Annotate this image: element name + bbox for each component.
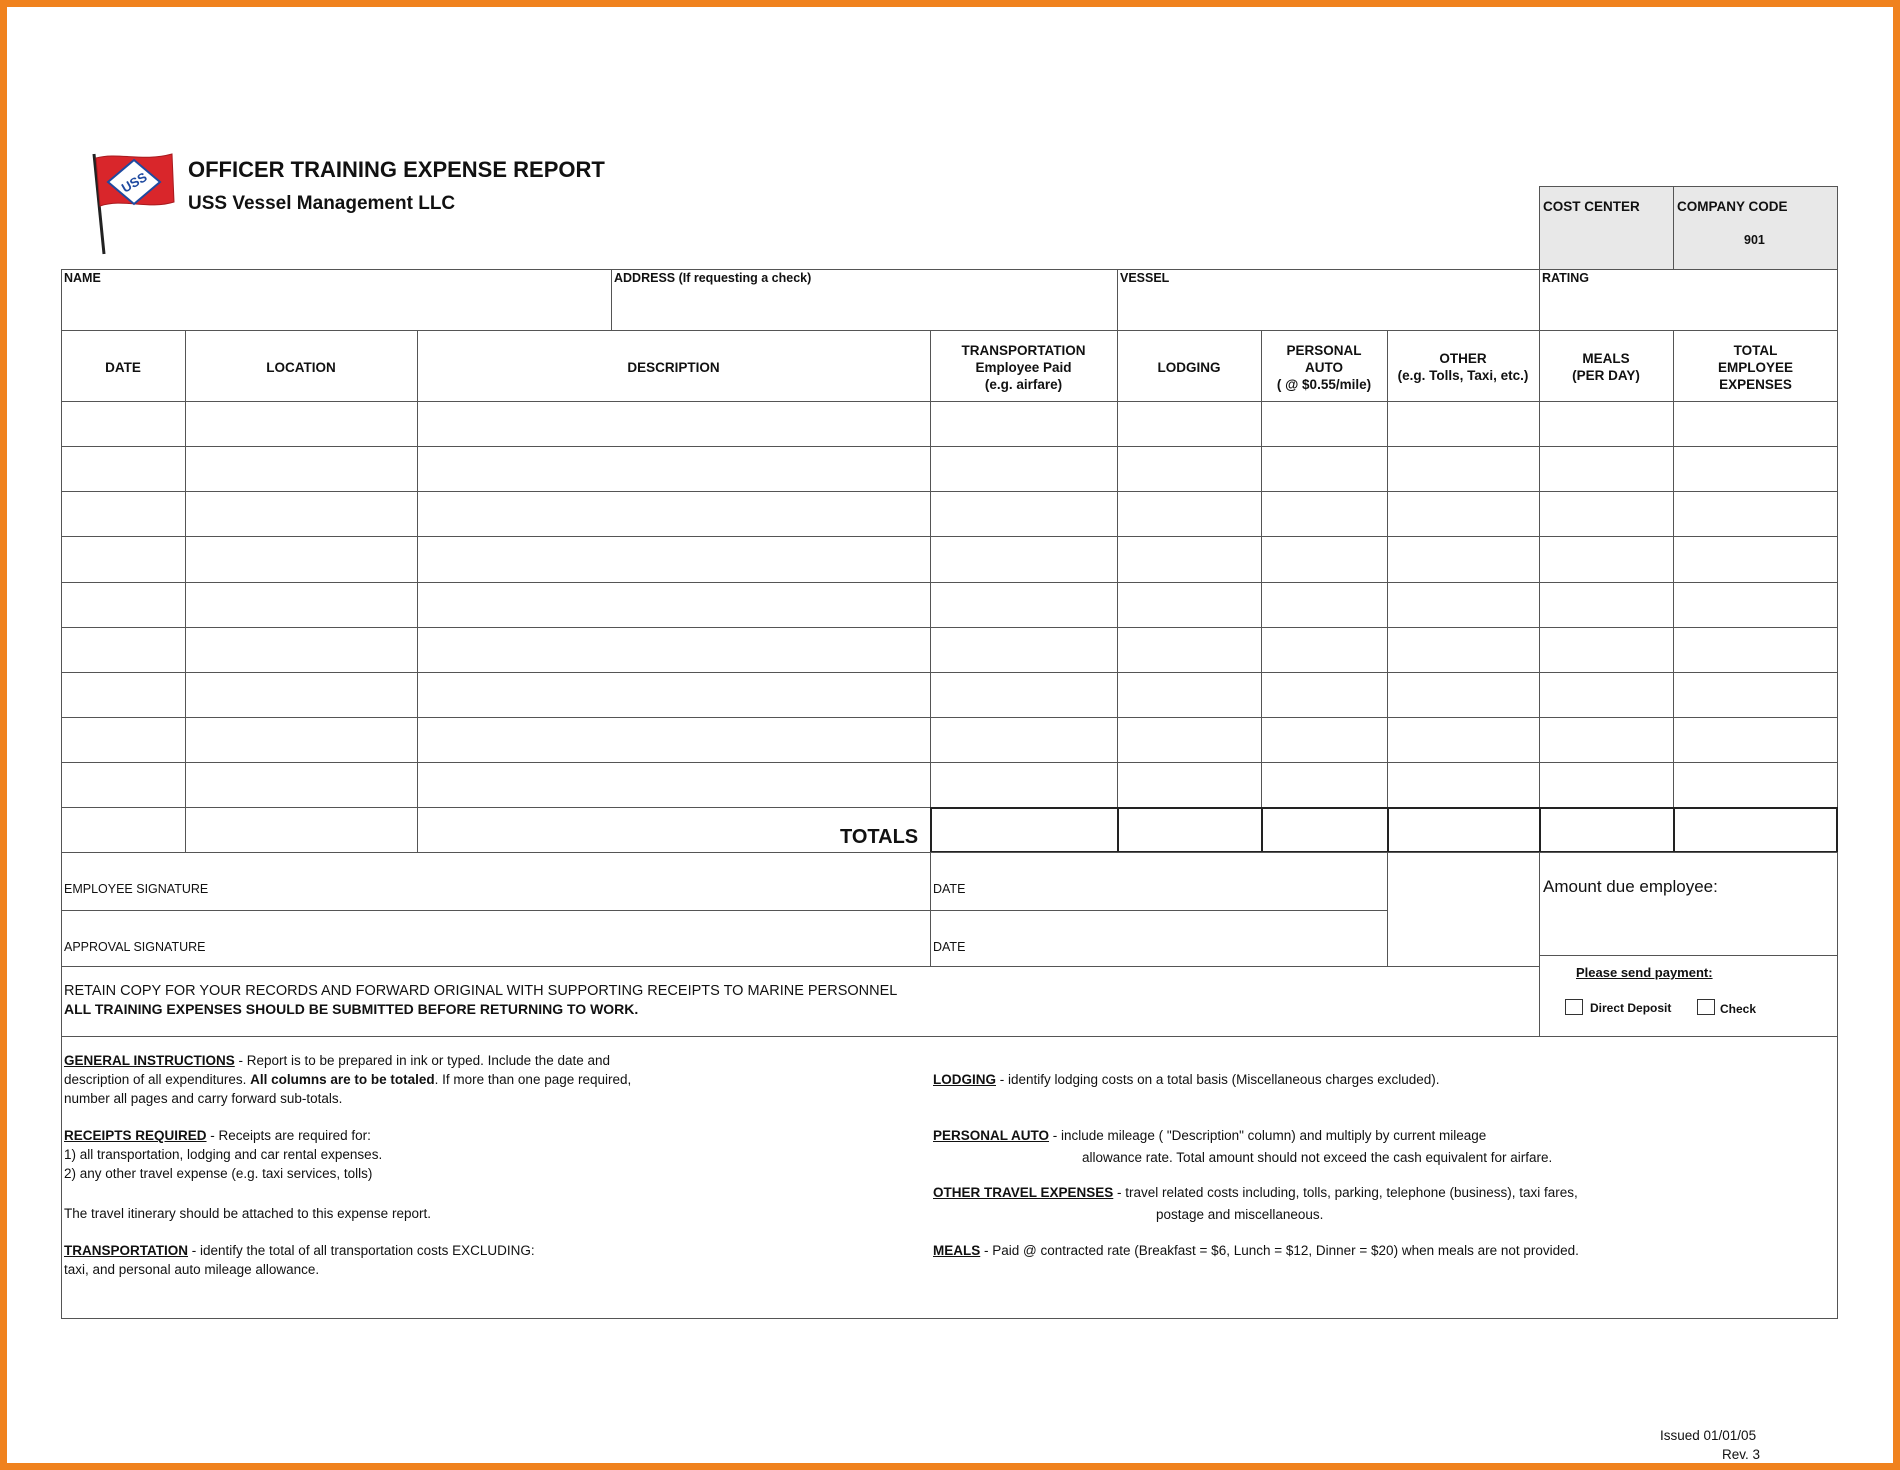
expense-cell[interactable] [1675, 584, 1836, 625]
expense-cell[interactable] [1119, 493, 1259, 534]
expense-cell[interactable] [63, 719, 183, 760]
expense-cell[interactable] [187, 764, 415, 805]
lodging-title: LODGING [933, 1072, 996, 1087]
expense-cell[interactable] [187, 448, 415, 489]
expense-cell[interactable] [63, 584, 183, 625]
expense-cell[interactable] [187, 538, 415, 580]
expense-cell[interactable] [1541, 674, 1671, 715]
column-header-description: DESCRIPTION [627, 359, 720, 375]
expense-cell[interactable] [419, 764, 928, 805]
expense-cell[interactable] [187, 629, 415, 670]
expense-cell[interactable] [1263, 764, 1385, 805]
expense-cell[interactable] [1675, 719, 1836, 760]
expense-cell[interactable] [1389, 629, 1537, 670]
expense-cell[interactable] [1389, 493, 1537, 534]
expense-cell[interactable] [1389, 764, 1537, 805]
address-label: ADDRESS (If requesting a check) [614, 271, 812, 285]
expense-cell[interactable] [1263, 584, 1385, 625]
divider [1117, 269, 1118, 331]
expense-cell[interactable] [1263, 403, 1385, 444]
submission-notice: ALL TRAINING EXPENSES SHOULD BE SUBMITTED BEFORE RETURNING TO WORK. [64, 1001, 639, 1017]
expense-cell[interactable] [419, 584, 928, 625]
itinerary-note: The travel itinerary should be attached to this expense report. [64, 1206, 431, 1221]
column-header-location: LOCATION [266, 359, 336, 375]
divider [61, 401, 1838, 402]
column-header-other: OTHER (e.g. Tolls, Taxi, etc.) [1397, 351, 1529, 383]
totals-cell[interactable] [1264, 810, 1384, 850]
expense-cell[interactable] [1541, 538, 1671, 580]
column-header-lodging: LODGING [1157, 359, 1221, 375]
approval-signature-field[interactable] [260, 916, 920, 960]
expense-cell[interactable] [1263, 719, 1385, 760]
direct-deposit-label: Direct Deposit [1590, 1001, 1672, 1015]
expense-cell[interactable] [1389, 538, 1537, 580]
divider [61, 717, 1838, 718]
columns-totaled-note: All columns are to be totaled [250, 1072, 435, 1087]
expense-cell[interactable] [1541, 448, 1671, 489]
totals-cell[interactable] [1676, 810, 1835, 850]
expense-cell[interactable] [932, 719, 1115, 760]
expense-cell[interactable] [419, 538, 928, 580]
expense-cell[interactable] [1389, 584, 1537, 625]
divider [61, 627, 1838, 628]
expense-cell[interactable] [187, 719, 415, 760]
expense-cell[interactable] [1541, 629, 1671, 670]
expense-cell[interactable] [932, 674, 1115, 715]
expense-cell[interactable] [1263, 629, 1385, 670]
expense-cell[interactable] [63, 493, 183, 534]
expense-cell[interactable] [1675, 538, 1836, 580]
other-travel-title: OTHER TRAVEL EXPENSES [933, 1185, 1114, 1200]
divider [1539, 269, 1540, 331]
divider [611, 269, 612, 331]
company-code-value: 901 [1744, 233, 1765, 247]
totals-cell[interactable] [1542, 810, 1670, 850]
divider [61, 536, 1838, 537]
vessel-field[interactable] [1120, 290, 1534, 326]
receipts-required-title: RECEIPTS REQUIRED [64, 1128, 207, 1143]
expense-cell[interactable] [1119, 403, 1259, 444]
expense-cell[interactable] [63, 629, 183, 670]
divider [61, 966, 1539, 967]
expense-cell[interactable] [932, 584, 1115, 625]
divider [1539, 331, 1540, 852]
payment-heading: Please send payment: [1576, 965, 1713, 980]
employee-signature-field[interactable] [260, 860, 920, 904]
divider [61, 910, 1387, 911]
cost-center-label: COST CENTER [1543, 199, 1640, 214]
divider [61, 672, 1838, 673]
divider [930, 331, 931, 852]
expense-cell[interactable] [1541, 719, 1671, 760]
expense-cell[interactable] [419, 674, 928, 715]
expense-cell[interactable] [932, 403, 1115, 444]
totals-cell[interactable] [1120, 810, 1258, 850]
expense-cell[interactable] [419, 629, 928, 670]
expense-cell[interactable] [63, 403, 183, 444]
divider [1387, 852, 1388, 966]
divider [1117, 807, 1119, 853]
report-title: OFFICER TRAINING EXPENSE REPORT [188, 157, 605, 182]
expense-cell[interactable] [1389, 674, 1537, 715]
amount-due-label: Amount due employee: [1543, 877, 1718, 896]
expense-cell[interactable] [1389, 719, 1537, 760]
divider [1117, 331, 1118, 852]
expense-cell[interactable] [1119, 629, 1259, 670]
divider [1261, 807, 1263, 853]
approval-signature-label: APPROVAL SIGNATURE [64, 940, 206, 954]
expense-cell[interactable] [187, 584, 415, 625]
expense-cell[interactable] [1263, 538, 1385, 580]
expense-cell[interactable] [1389, 403, 1537, 444]
expense-cell[interactable] [419, 448, 928, 489]
expense-cell[interactable] [1263, 674, 1385, 715]
expense-cell[interactable] [1675, 629, 1836, 670]
personal-auto-title: PERSONAL AUTO [933, 1128, 1050, 1143]
column-header-total: TOTAL EMPLOYEE EXPENSES [1717, 342, 1793, 392]
expense-cell[interactable] [419, 493, 928, 534]
check-label: Check [1720, 1002, 1757, 1016]
transportation-instructions: TRANSPORTATION - identify the total of all transportation costs EXCLUDING: taxi, and personal auto mileage allowance. [64, 1243, 535, 1277]
direct-deposit-checkbox[interactable] [1565, 999, 1583, 1015]
vessel-label: VESSEL [1120, 271, 1170, 285]
divider [1673, 807, 1675, 853]
divider [417, 331, 418, 852]
expense-cell[interactable] [1541, 584, 1671, 625]
personal-auto-instructions: PERSONAL AUTO - include mileage ( "Description" column) and multiply by current mileage allowance rate. Total amount should not exceed the cash equivalent for airfare. [933, 1128, 1553, 1165]
receipts-required: RECEIPTS REQUIRED - Receipts are required for: 1) all transportation, lodging and car rental expenses. 2) any other travel expense (e.g. taxi services, tolls) [64, 1128, 383, 1181]
totals-label: TOTALS [840, 826, 919, 848]
divider [930, 852, 931, 966]
expense-cell[interactable] [1119, 719, 1259, 760]
divider [61, 762, 1838, 763]
divider [61, 852, 1838, 853]
expense-cell[interactable] [1263, 493, 1385, 534]
expense-cell[interactable] [1675, 448, 1836, 489]
expense-cell[interactable] [1675, 674, 1836, 715]
expense-cell[interactable] [932, 629, 1115, 670]
meals-instructions: MEALS - Paid @ contracted rate (Breakfast = $6, Lunch = $12, Dinner = $20) when meals are not provided. [933, 1243, 1579, 1258]
rating-label: RATING [1542, 271, 1589, 285]
revision: Rev. 3 [1722, 1447, 1761, 1462]
approval-date-field[interactable] [980, 916, 1380, 960]
expense-cell[interactable] [1119, 448, 1259, 489]
expense-cell[interactable] [63, 764, 183, 805]
company-code-label: COMPANY CODE [1677, 199, 1788, 214]
divider [1261, 331, 1262, 852]
divider [61, 1036, 1838, 1037]
approval-date-label: DATE [933, 940, 966, 954]
totals-cell[interactable] [933, 810, 1114, 850]
lodging-instructions: LODGING - identify lodging costs on a total basis (Miscellaneous charges excluded). [933, 1072, 1440, 1087]
expense-cell[interactable] [63, 448, 183, 489]
expense-cell[interactable] [419, 403, 928, 444]
name-label: NAME [64, 271, 101, 285]
expense-cell[interactable] [419, 719, 928, 760]
expense-cell[interactable] [1119, 674, 1259, 715]
totals-cell[interactable] [1390, 810, 1536, 850]
address-field[interactable] [614, 290, 1112, 326]
divider [1387, 331, 1388, 852]
employee-date-field[interactable] [980, 860, 1380, 904]
divider [1673, 186, 1674, 270]
issued-date: Issued 01/01/05 [1660, 1428, 1757, 1443]
divider [1539, 852, 1540, 1036]
name-field[interactable] [64, 290, 604, 326]
employee-signature-label: EMPLOYEE SIGNATURE [64, 882, 209, 896]
expense-cell[interactable] [1119, 764, 1259, 805]
expense-cell[interactable] [1541, 493, 1671, 534]
divider [1673, 331, 1674, 852]
divider [61, 330, 1838, 331]
divider [61, 491, 1838, 492]
column-header-meals: MEALS (PER DAY) [1572, 351, 1640, 383]
expense-cell[interactable] [1675, 764, 1836, 805]
expense-cell[interactable] [1119, 584, 1259, 625]
meals-title: MEALS [933, 1243, 981, 1258]
column-header-transportation: TRANSPORTATION Employee Paid (e.g. airfare) [961, 342, 1086, 392]
company-name: USS Vessel Management LLC [188, 193, 456, 214]
expense-cell[interactable] [187, 403, 415, 444]
transportation-title: TRANSPORTATION [64, 1243, 188, 1258]
divider [61, 446, 1838, 447]
column-header-personal-auto: PERSONAL AUTO ( @ $0.55/mile) [1276, 342, 1372, 392]
expense-cell[interactable] [1675, 403, 1836, 444]
divider [1539, 955, 1838, 956]
logo-text: USS [118, 169, 150, 196]
column-header-date: DATE [105, 359, 141, 375]
expense-cell[interactable] [932, 764, 1115, 805]
expense-cell[interactable] [63, 538, 183, 580]
general-instructions: GENERAL INSTRUCTIONS - Report is to be prepared in ink or typed. Include the date and description of all expenditures. All columns are to be totaled. If more than one page required, number all pages and carry forward sub-totals. [64, 1053, 632, 1106]
check-checkbox[interactable] [1697, 999, 1715, 1015]
divider [1539, 807, 1541, 853]
retain-copy-notice: RETAIN COPY FOR YOUR RECORDS AND FORWARD ORIGINAL WITH SUPPORTING RECEIPTS TO MARINE PERSONNEL [64, 983, 898, 999]
expense-cell[interactable] [1541, 764, 1671, 805]
expense-cell[interactable] [932, 493, 1115, 534]
expense-cell[interactable] [1119, 538, 1259, 580]
employee-date-label: DATE [933, 882, 966, 896]
rating-field[interactable] [1542, 290, 1834, 326]
expense-cell[interactable] [1675, 493, 1836, 534]
expense-cell[interactable] [932, 538, 1115, 580]
divider [185, 331, 186, 852]
divider [1387, 807, 1389, 853]
divider [61, 582, 1838, 583]
general-instructions-title: GENERAL INSTRUCTIONS [64, 1053, 235, 1068]
expense-cell[interactable] [187, 493, 415, 534]
expense-cell[interactable] [1263, 448, 1385, 489]
expense-cell[interactable] [63, 674, 183, 715]
uss-flag-logo [88, 150, 178, 260]
amount-due-field[interactable] [1543, 902, 1833, 950]
expense-cell[interactable] [187, 674, 415, 715]
expense-cell[interactable] [1541, 403, 1671, 444]
expense-cell[interactable] [932, 448, 1115, 489]
other-travel-instructions: OTHER TRAVEL EXPENSES - travel related costs including, tolls, parking, telephone (business), taxi fares, postage and miscellaneous. [933, 1185, 1578, 1222]
cost-center-field[interactable] [1543, 218, 1669, 264]
expense-cell[interactable] [1389, 448, 1537, 489]
